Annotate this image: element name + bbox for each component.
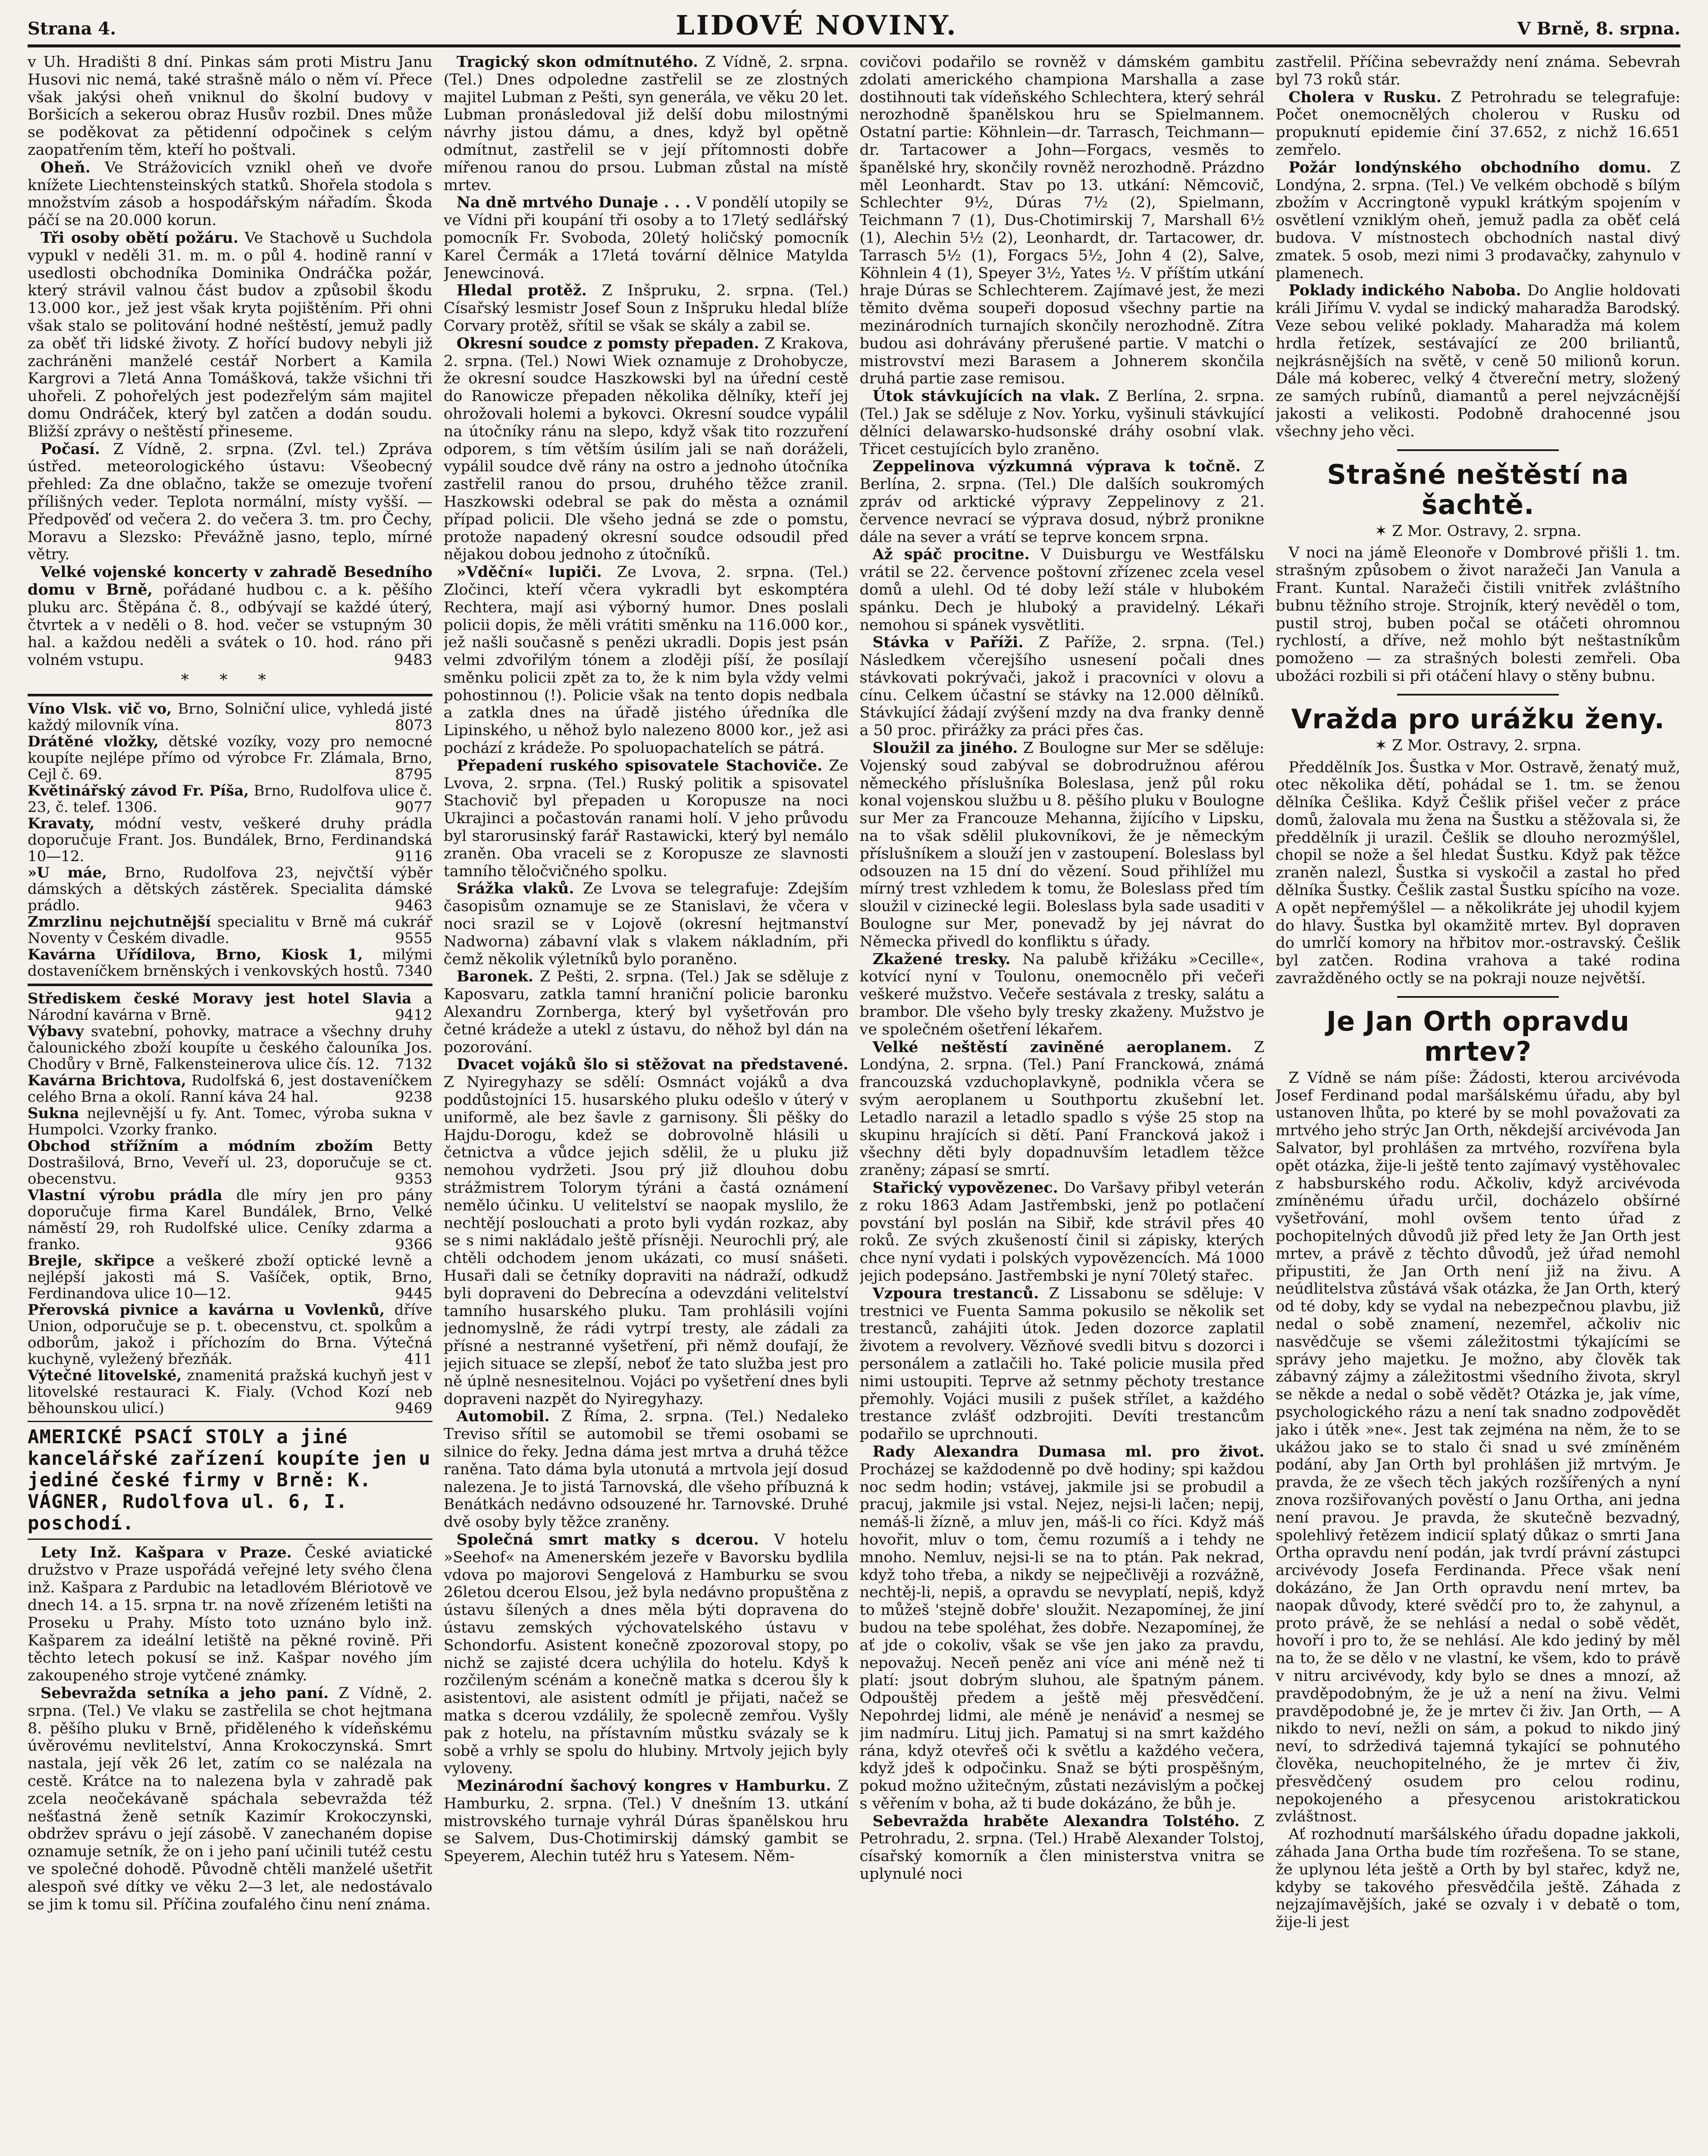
article-headline: Zeppelinova výzkumná výprava k točně. xyxy=(872,458,1241,476)
classified-ad xyxy=(28,990,432,1023)
issue-date: V Brně, 8. srpna. xyxy=(1517,19,1680,39)
classified-ad xyxy=(28,865,432,914)
ad-text: svatební, pohovky, matrace a všechny druhy čalounického zboží koupíte u českého čalouníka Jos. Chodůry v Brně, Falkensteinerova ulice čís. 12. xyxy=(28,1022,432,1073)
ad-text: dříve Union, odporučuje se p. t. obecenstvu, ct. spolkům a odborům, jakož i příchozím do Brna. Výtečná kuchyně, vyležený březňák. xyxy=(28,1301,432,1368)
ad-title: Střediskem české Moravy jest hotel Slavia xyxy=(28,990,412,1007)
dateline: ✶ Z Mor. Ostravy, 2. srpna. xyxy=(1374,522,1582,540)
article: Stávka v Paříži. Z Paříže, 2. srpna. (Tel.) Následkem včerejšího usnesení počali dnes stávkovati pokrývači, jakož i pracovníci v olovu a cínu. Celkem účastní se stávky na 12.000 dělníků. Stávkující žádají zvýšení mzdy na dva franky denně a 50 proc. přirážky za práci přes čas. xyxy=(859,633,1265,740)
classified-ad xyxy=(28,733,432,783)
ad-number: 8073 xyxy=(395,716,432,734)
ad-text: dle míry jen pro pány doporučuje firma Karel Bundálek, Brno, Velké náměstí 29, roh Rudolfské ulice. Ceníky zdarma a franko. xyxy=(28,1186,432,1253)
article: Na dně mrtvého Dunaje . . . V pondělí utopily se ve Vídni při koupání tři osoby a to 17letý sedlářský pomocník Fr. Svoboda, 20letý holičský pomocník Karel Čermák a 17letá tovární dělnice Matylda Jenewcinová. xyxy=(443,194,849,282)
divider xyxy=(28,1421,432,1422)
article: Tragický skon odmítnutého. Z Vídně, 2. srpna. (Tel.) Dnes odpoledne zastřelil se ze zlostných majitel Lubman z Pešti, syn generála, ve věku 20 let. Lubman pronásledoval již delší dobu milostnými návrhy jistou dámu, a dnes, když byl opětně odmítnut, zastřelil se v její přítomnosti dobře mířenou ranou do prsou. Lubman zůstal na místě mrtev. xyxy=(443,53,849,194)
article-continuation: v Uh. Hradišti 8 dní. Pinkas sám proti Mistru Janu Husovi nic nemá, také strašně málo o něm ví. Přece však jakýsi oheň vniknul do školní budovy v Boršicích a sekerou obraz Husův rozbil. Dnes může se poděkovat za pětidenní odpočinek s celým zaopatřením těm, kteří ho poštvali. xyxy=(28,53,432,159)
article-headline: Dvacet vojáků šlo si stěžovat na představené. xyxy=(456,1056,849,1074)
classified-ad xyxy=(28,914,432,946)
ad-number: 9353 xyxy=(395,1170,432,1188)
divider xyxy=(28,694,432,696)
article-aviation: Lety Inž. Kašpara v Praze. České aviatické družstvo v Praze uspořádá veřejné lety svého člena inž. Kašpara z Pardubic na letadlovém Blériotově ve dnech 14. a 15. srpna tr. na nově zřízeném letišti na Proseku u Prahy. Místo toto uznáno bylo inž. Kašparem za ideální letiště na pěkné rovině. Při těchto letech pokusí se inž. Kašpar nového jím zakoupeného stroje vytčené známky. xyxy=(28,1543,432,1685)
article: Poklady indického Naboba. Do Anglie holdovati králi Jiřímu V. vydal se indický maharadža Barodský. Veze sebou veliké poklady. Maharadža má kolem hrdla řetízek, sestávající ze 200 briliantů, nejkrásnějších na světě, v ceně 50 milionů korun. Dále má koberec, velký 4 čtvereční metry, složený ze samých rubínů, diamantů a perel nejvzácnější jakosti a velikosti. Podobně drahocenné jsou všechny jeho věci. xyxy=(1276,282,1680,440)
article-continuation: covičovi podařilo se rovněž v dámském gambitu zdolati amerického championa Marshalla a zase dostihnouti tak vídeňského Schlechtera, který sehrál nerozhodně španělskou hru se Spielmannem. Ostatní partie: Köhnlein—dr. Tarrasch, Teichmann—dr. Tartacower a John—Forgacs, vesměs to španělské hry, skončily rovněž nerozhodně. Prázdno měl Leonhardt. Stav po 13. utkání: Němcovič, Schlechter 9½, Dúras 7½ (2), Spielmann, Teichmann 7 (1), Dus-Chotimirskij 7, Marshall 6½ (1), Alechin 5½ (2), Leonhardt, dr. Tartacower, dr. Tarrasch 5½ (1), Forgacs 5½, John 4 (2), Salve, Köhnlein 4 (1), Speyer 3½, Yates ½. V příštím utkání hraje Dúras se Schlechterem. Zajímavé jest, že mezi těmito dvěma soupeři doposud všechny partie na mezinárodních turnajích skončily nerozhodně. Zítra budou asi dohrávány přerušené partie. V matchi o mistrovství mezi Barasem a Johnerem skončila druhá partie zase remisou. xyxy=(859,53,1265,388)
classified-ad xyxy=(28,1367,432,1416)
columns xyxy=(28,53,1680,2156)
article-headline: Poklady indického Naboba. xyxy=(1288,282,1521,300)
ad-text: Brno, Rudolfova 23, nejvčtší výběr dámských a dětských zástěrek. Specialita dámské prádlo. xyxy=(28,864,432,914)
ad-title: Výbavy xyxy=(28,1022,84,1040)
column-2 xyxy=(444,53,849,2156)
classified-ad xyxy=(28,1072,432,1105)
ad-number: 9445 xyxy=(395,1285,432,1302)
article-headline: Stávka v Paříži. xyxy=(872,633,1024,652)
article: V noci na jámě Eleonoře v Dombrové přišli 1. tm. strašným způsobem o život naražeči Jan Vanula a Frant. Kuntal. Naražeči čistili vnitřek zvláštního bubnu těžního stroje. Strojník, který nevěděl o tom, pustil stroj, buben počal se otáčeti ohromnou rychlostí, a dříve, než mohlo být neštastníkům pomoženo — za strašných bolesti zemřeli. Oba ubožáci rozbili si při otáčení hlavy o stěny bubnu. xyxy=(1276,544,1680,685)
article-headline: Společná smrt matky s dcerou. xyxy=(456,1530,759,1548)
article-headline: Srážka vlaků. xyxy=(456,880,574,898)
ad-title: Kravaty, xyxy=(28,815,95,832)
article: Mezinárodní šachový kongres v Hamburku. Z Hamburku, 2. srpna. (Tel.) V dnešním 13. utkání mistrovského turnaje vyhrál Dúras španělskou hru se Salvem, Dus-Chotimirskij dámský gambit se Speyerem, Alechin tutéž hru s Yatesem. Něm- xyxy=(443,1777,849,1865)
divider xyxy=(1397,449,1559,451)
page-number: Strana 4. xyxy=(28,19,116,39)
article-headline: Požár londýnského obchodního domu. xyxy=(1288,158,1652,176)
article: Stařický vypovězenec. Do Varšavy přibyl veterán z roku 1863 Adam Jastřembski, jenž po potlačení povstání byl poslán na Sibiř, kde strávil přes 40 roků. Ze svých zkušeností činil si zápisky, kterých chce nyní vydati i polských vypovězencích. Má 1000 jejich podepsáno. Jastřembski je nyní 70letý stařec. xyxy=(859,1179,1265,1285)
ad-text: specialitu v Brně má cukrář Noventy v Českém divadle. xyxy=(28,913,432,947)
classified-ad xyxy=(28,1138,432,1187)
divider xyxy=(28,984,432,986)
classified-ad xyxy=(28,1023,432,1072)
article: Velké neštěstí zaviněné aeroplanem. Z Londýna, 2. srpna. (Tel.) Paní Franckowá, známá francouzská vzduchoplavkyně, podnikla včera se svým aeroplanem u Southportu zkušební let. Letadlo narazil a letadlo spadlo s výše 25 stop na skupinu hrajících si dětí. Paní Francková jakož i všechny děti byly dopadnuvším letadlem těžce zraněny; zápasí se smrtí. xyxy=(859,1038,1265,1179)
article-headline: Počasí. xyxy=(41,440,100,458)
classified-ads xyxy=(28,701,432,1416)
article-headline: Sebevražda hraběte Alexandra Tolstého. xyxy=(872,1812,1240,1830)
article: Okresní soudce z pomsty přepaden. Z Krakova, 2. srpna. (Tel.) Nowi Wiek oznamuje z Drohobycze, že okresní soudce Haszkowski byl na úřední cestě do Ranowicze přepaden několika dělníky, kteří jej ohrožovali holemi a bykovci. Okresní soudce vypálil na útočníky ránu na slepo, když však tito rozzuření odporem, s tím větším úsilím jali se naň doráželi, vypálil soudce dvě rány na ostro a jednoho útočníka zastřelil ranou do prsou, druhého těžce zranil. Haszkowski odebral se pak do města a oznámil případ policii. Dle všeho jedná se zde o pomstu, protože napadený okresní soudce odsoudil před nějakou dobou jednoho z útočníků. xyxy=(443,334,849,564)
article: Zkažené tresky. Na palubě křižáku »Cecille«, kotvící nyní v Toulonu, onemocnělo při večeři veškeré mužstvo. Večeře sestávala z tresky, salátu a brambor. Dle všeho byly tresky zkaženy. Mužstvo je ve společném ošetření lékařem. xyxy=(859,950,1265,1038)
classified-ad xyxy=(28,815,432,865)
article: Přepadení ruského spisovatele Stachoviče. Ze Lvova, 2. srpna. (Tel.) Ruský politik a spisovatel Stachovič byl přepaden u Koropusze na noci Ukrajinci a počastován ranami holí. V jeho průvodu byl starorusinský farář Rastawicki, který byl nemálo zraněn. Oba vraceli se z Koropusze ze slavnosti tamního těločvičného spolku. xyxy=(443,756,849,880)
ad-text: módní vestv, veškeré druhy prádla doporučuje Frant. Jos. Bundálek, Brno, Ferdinandská 10—12. xyxy=(28,815,432,865)
article: Z Vídně se nám píše: Žádosti, kterou arcivévoda Josef Ferdinand podal maršálskému úřadu, aby byl ustanoven lhůta, po které by se mohl považovati za mrtvého jeho strýc Jan Orth, někdejší arcivévoda Jan Salvator, byl prohlášen za mrtvého, rozvířena byla opět otázka, žije-li ještě tento zajímavý vystěhovalec z habsburského rodu. Ačkoliv, když arcivévoda zmíněnému úřadu určil, docházelo obšírné vyšetřování, mohl ovšem tento úřad z pochopitelných důvodů již před lety že Jan Orth jest mrtev, a právě z těchto důvodů, jež úřad nemohl připustiti, že Jan Orth není již na živu. A neúdlitelstva zůstává však otázka, že Jan Orth, který od té doby, kdy se vydal na nebezpečnou plavbu, již nedal o sobě znamení, nezemřel, ačkoliv nic nasvědčuje se všemi záležitostmi týkajícími se správy jeho majetku. Je možno, aby člověk tak zábavný zájmy a záležitostmi všedního života, skryl se někde a nedal o sobě vědět? Otázka je, jak víme, psychologického rázu a není tak snadno zodpovědět jako i útěk »ne«. Jest tak zejména na něm, že to se ukážou jako se to stalo či snad u své zmíněném podání, aby Jan Orth byl prohlášen již mrtvým. Je pravda, že ze všech těch jakých rozšířených a nyní znova rozšiřovaných pověstí o Janu Ortha, ani jedna není pravou. Je pravda, že skutečně bezvadný, spolehlivý řetězem indicií splatý důkaz o smrti Jana Ortha opravdu není podán, jak tvrdí právní zástupci arcivévody Josefa Ferdinanda. Přece však není dokázáno, že Jan Orth opravdu není mrtev, ba naopak důvody, které svědčí pro to, že zahynul, a proto právě, že se nehlásí a nedal o sobě vědět, hovoří i pro to, že se nehlásí. Ale kdo jediný by měl na to, že se dělo v ne vlastní, ke všem, kdo to právě v nitru arcivévody, kdy bylo se dnes a mnozí, až pravděpodobným, že je už a není na živu. Velmi pravděpodobné je, že je mrtev či živ. Jan Orth, — A nikdo to neví, nežli on sám, a pokud to nikdo jiný neví, to sdržedivá tajemná tykající se pohnutého člověka, neuchopitelného, že je mrtev či živ, přesvědčený osudem pro celou rodinu, nepokojeného a přesycenou aristokratickou zvláštnost. xyxy=(1276,1069,1680,1826)
ad-title: Drátěné vložky, xyxy=(28,733,159,750)
article-suicide: Sebevražda setníka a jeho paní. Z Vídně, 2. srpna. (Tel.) Ve vlaku se zastřelila se chot hejtmana 8. pěšího pluku v Brně, přiděleného k vídeňskému úvěrovému nevlitelství, Anna Krokoczynská. Smrt nastala, její věk 26 let, zatím co se nalézala na cestě. Krátce na to nalezena byla v zahradě pak zcela neočekávaně spáchala sebevražda též nešťastná ženě setník Kazimír Krokoczynski, obdržev správu o její zásobě. V zanechaném dopise oznamuje setník, že on i jeho paní učinili tutéž cestu ve společné dohodě. Původně chtěli manželé ušetřit alespoň své dítky ve věku 2—3 let, ale nedostávalo se jim k tomu sil. Příčina zoufalého činu není známa. xyxy=(28,1684,432,1913)
classified-ad xyxy=(28,701,432,733)
ad-number: 9238 xyxy=(395,1088,432,1106)
article-headline: Útok stávkujících na vlak. xyxy=(872,387,1100,405)
ad-title: Brejle, skřipce xyxy=(28,1252,155,1269)
classified-ad xyxy=(28,1253,432,1302)
ad-text: Betty Dostrašilová, Brno, Veveří ul. 23, doporučuje se ct. obecenstvu. xyxy=(28,1137,432,1188)
article-headline: Přepadení ruského spisovatele Stachoviče. xyxy=(456,756,823,774)
ad-text: Brno, Rudolfova ulice č. 23, č. telef. 1306. xyxy=(28,782,432,816)
ad-number: 9483 xyxy=(394,652,432,669)
article: Hledal protěž. Z Inšpruku, 2. srpna. (Tel.) Císařský lesmistr Josef Soun z Inšpruku hledal blíže Corvary protěž, sřítil se však se skály a zabil se. xyxy=(443,282,849,335)
article-headline: Na dně mrtvého Dunaje . . . xyxy=(456,194,691,212)
article: Sloužil za jiného. Z Boulogne sur Mer se sděluje: Vojenský soud zabýval se dobrodružnou aférou německého příslušníka Boleslasa, jenž půl roku konal vojenskou službu u 8. pěšího pluku v Boulogne sur Mer za Francouze Mehanna, žijícího v Lipsku, na to však sdělil plukovníkovi, že je německým příslušníkem a slouží jen v zastoupení. Boleslass byl odsouzen na 15 dní do vězení. Soud přihlížel mu mírný trest vzhledem k tomu, že Boleslass před tím sloužil v cizinecké legii. Boleslass byla sade usaditi v Boulogne sur Mer, ponevadž by jej návrat do Německa přivedl do konfliktu s úřady. xyxy=(859,739,1265,950)
ad-title: Přerovská pivnice a kavárna u Vovlenků, xyxy=(28,1301,385,1319)
ad-title: Kavárna Brichtova, xyxy=(28,1072,186,1089)
ad-number: 7132 xyxy=(395,1055,432,1073)
article-headline: Lety Inž. Kašpara v Praze. xyxy=(41,1543,292,1561)
article-headline: Zkažené tresky. xyxy=(872,950,1011,968)
article: Automobil. Z Říma, 2. srpna. (Tel.) Nedaleko Treviso sřítil se automobil se třemi osobami se silnice do řeky. Jedna dáma jest mrtva a druhá těžce raněna. Tato dáma byla utonutá a mrtvola její dosud nalezena. Je to jistá Tarnovská, dle všeho příbuzná k Benátkách nedávno odsouzené hr. Tarnovské. Druhé dvě osoby byly těžce zraněny. xyxy=(443,1407,849,1531)
article-headline: Velké neštěstí zaviněné aeroplanem. xyxy=(872,1038,1232,1056)
ad-text: a Národní kavárna v Brně. xyxy=(28,990,432,1024)
article-headline: Hledal protěž. xyxy=(456,282,587,300)
ad-text: Rudolfská 6, jest dostaveníčkem celého Brna a okolí. Ranní káva 24 hal. xyxy=(28,1072,432,1106)
divider xyxy=(1397,694,1559,696)
article: Až spáč procitne. V Duisburgu ve Westfálsku vrátil se 22. července poštovní zřízenec zcela vesel domů a ulehl. Od té doby leží stále v hlubokém spánku. Dech je hluboký a pravidelný. Lékaři nemohou si spánek vysvětliti. xyxy=(859,545,1265,634)
newspaper-title: LIDOVÉ NOVINY. xyxy=(676,9,958,41)
article: Sebevražda hraběte Alexandra Tolstého. Z Petrohradu, 2. srpna. (Tel.) Hrabě Alexander Tolstoj, císařský komorník a člen ministerstva vnitra se uplynulé noci xyxy=(859,1812,1265,1883)
article-headline: Sloužil za jiného. xyxy=(872,739,1018,757)
classified-ad xyxy=(28,1105,432,1138)
ad-number: 8795 xyxy=(395,765,432,783)
article-continuation: zastřelil. Příčina sebevraždy není známa. Sebevrah byl 73 roků stár. xyxy=(1276,53,1680,88)
ad-title: Květinářský závod Fr. Píša, xyxy=(28,782,249,799)
ad-title: Výtečné litovelské, xyxy=(28,1366,182,1384)
article-headline: Tragický skon odmítnutého. xyxy=(456,53,698,71)
article-headline: Oheň. xyxy=(41,158,91,176)
article-headline: Tři osoby obětí požáru. xyxy=(41,229,238,247)
article-concerts: Velké vojenské koncerty v zahradě Besedního domu v Brně, pořádané hudbou c. a k. pěšího pluku arc. Štěpána č. 8., odbývají se každé úterý, čtvrtek a v neděli o 8. hod. večer se vstupným 30 hal. a každou neděli a svátek o 10. hod. ráno při volném vstupu. 9483 xyxy=(28,563,432,669)
article-headline: Stařický vypovězenec. xyxy=(872,1179,1058,1197)
ad-text: Brno, Solniční ulice, vyhledá jisté každý milovník vína. xyxy=(28,700,432,734)
ad-number: 9555 xyxy=(395,929,432,947)
article-headline: Mezinárodní šachový kongres v Hamburku. xyxy=(456,1777,831,1795)
classified-ad xyxy=(28,946,432,979)
article-headline: Sebevražda setníka a jeho paní. xyxy=(41,1684,329,1702)
article: Útok stávkujících na vlak. Z Berlína, 2. srpna. (Tel.) Jak se sděluje z Nov. Yorku, vyšinuli stávkující dělníci delawarsko-hudsonské dráhy osobní vlak. Třicet cestujících bylo zraněno. xyxy=(859,387,1265,458)
article-headline: Vzpoura trestanců. xyxy=(872,1284,1039,1302)
dateline: ✶ Z Mor. Ostravy, 2. srpna. xyxy=(1374,736,1582,754)
ad-title: »U máe, xyxy=(28,864,107,881)
ad-title: Sukna xyxy=(28,1104,79,1122)
classified-ad xyxy=(28,1187,432,1253)
article-headline: Velké vojenské koncerty v zahradě Besedního domu v Brně, xyxy=(28,563,432,599)
headline-murder: Vražda pro urážku ženy. xyxy=(1291,703,1665,735)
column-3 xyxy=(860,53,1265,2156)
article-headline: Baronek. xyxy=(456,968,533,986)
article-weather: Počasí. Z Vídně, 2. srpna. (Zvl. tel.) Zpráva ústřed. meteorologického ústavu: Všeobecný přehled: Za dne oblačno, takže se omezuje tvoření přílišných veder. Teplota normální, místy vyšší. — Předpověď od večera 2. do večera 3. tm. pro Čechy, Moravu a Slezsko: Převážně jasno, teplo, mírné větry. xyxy=(28,440,432,564)
article: Rady Alexandra Dumasa ml. pro život. Procházej se každodenně po dvě hodiny; spi každou noc sedm hodin; vstávej, jakmile jsi se probudil a pracuj, jakmile jsi vstal. Nejez, nejsi-li lačen; nepij, nemáš-li žízně, a mluv jen, máš-li co říci. Když máš hovořit, mluv o tom, čemu rozumíš a i tehdy ne mnoho. Nemluv, nejsi-li se na to ptán. Pak nekrad, když toho třeba, a nikdy se nejpečlivěji a rozvážně, nechtěj-li, nepiš, a opravdu se nevyplatí, nepiš, když to můžeš 'stejně dobře' sloužit. Nezapomínej, že jiní budou na tebe spoléhat, žes dobře. Nezapomínej, že ať jde o cokoliv, však se vše jen jako za pravdu, nepovažuj. Neceň peněz ani více ani méně než ti platí: jsout dobrým sluhou, ale špatným pánem. Odpouštěj předem a ještě měj přesvědčení. Nepohrdej lidmi, ale méně je nenáviď a nesmej se jim nadmíru. Lituj jich. Pamatuj si na smrt každého rána, když otevřeš oči k světlu a každého večera, když jdeš k odpočinku. Snaž se býti prospěšným, pokud možno užitečným, zůstati nezávislým a počkej s věřením v boha, až ti bude dokázáno, že bůh je. xyxy=(859,1442,1265,1812)
section-divider-stars: * * * xyxy=(181,671,279,689)
ad-number: 411 xyxy=(404,1350,432,1368)
article: Ať rozhodnutí maršálského úřadu dopadne jakkoli, záhada Jana Ortha bude tím rozřešena. To se stane, že uplynou léta ještě a Orth by byl stařec, když ne, kdyby se takového přesvědčila ještě. Záhada z nejzajímavějších, jaké se ozvaly i v debatě o tom, žije-li jest xyxy=(1276,1826,1680,1931)
ad-text: a veškeré zboží optické levně a nejlépší jakosti má S. Vašíček, optik, Brno, Ferdinandova ulice 10—12. xyxy=(28,1252,432,1302)
classified-ad xyxy=(28,1302,432,1367)
headline-mine-accident: Strašné neštěstí na šachtě. xyxy=(1327,458,1629,520)
ad-number: 9412 xyxy=(395,1006,432,1024)
article: »Vděční« lupiči. Ze Lvova, 2. srpna. (Tel.) Zločinci, kteří včera vykradli byt eskomptéra Rechtera, mají asi výborný humor. Dnes poslali policii dopis, že měli vrátiti směnku na 116.000 kor., jež našli současně s penězi ukradli. Dopis jest psán velmi zdvořilým tónem a zloději píší, že posílají směnku policii zpět za to, že k nim byla vždy velmi pohostinnou (!). Policie však na tento dopis nedbala a zatkla dnes na úřadě jistého úředníka dle Lipinského, u něhož bylo nalezeno 8000 kor., jež asi pochází z krádeže. Po spoluopachatelích se pátrá. xyxy=(443,563,849,757)
article-headline: »Vděční« lupiči. xyxy=(456,563,602,581)
article: Cholera v Rusku. Z Petrohradu se telegrafuje: Počet onemocnělých cholerou v Rusku od propuknutí epidemie činí 37.652, z nichž 16.651 zemřelo. xyxy=(1276,88,1680,159)
ad-title: Víno Vlsk. vič vo, xyxy=(28,700,172,718)
article: Požár londýnského obchodního domu. Z Londýna, 2. srpna. (Tel.) Ve velkém obchodě s bílým zbožím v Accringtoně vypukl krátkým spojením v osvětlení vzniklým oheň, jemuž padla za oběť celá budova. V místnostech obchodních nastal divý zmatek. 5 osob, mezi nimi 3 prodavačky, zahynulo v plamenech. xyxy=(1276,158,1680,282)
ad-number: 9116 xyxy=(395,847,432,865)
column-1 xyxy=(28,53,432,2156)
ad-title: Obchod střížním a módním zbožím xyxy=(28,1137,373,1155)
classified-ad xyxy=(28,783,432,815)
article: Zeppelinova výzkumná výprava k točně. Z Berlína, 2. srpna. (Tel.) Dle dalších soukromých zpráv od arktické výpravy Zeppelinovy z 21. července nevrací se výprava dosud, nýbrž pronikne dále na sever a vrátí se teprve koncem srpna. xyxy=(859,458,1265,546)
ad-text: milými dostaveníčkem brněnských i venkovských hostů. xyxy=(28,946,432,980)
column-4 xyxy=(1276,53,1680,2156)
ad-number: 9077 xyxy=(395,798,432,816)
furniture-ad: AMERICKÉ PSACÍ STOLY a jiné kancelářské zařízení koupíte jen u jediné české firmy v Brně: K. VÁGNER, Rudolfova ul. 6, I. poschodí. xyxy=(28,1426,431,1534)
ad-number: 9469 xyxy=(395,1399,432,1417)
article-headline: Cholera v Rusku. xyxy=(1288,88,1442,106)
article-headline: Až spáč procitne. xyxy=(872,545,1030,564)
page-header xyxy=(28,9,1680,47)
article-headline: Okresní soudce z pomsty přepaden. xyxy=(456,334,759,352)
article: Společná smrt matky s dcerou. V hotelu »Seehof« na Amenerském jezeře v Bavorsku bydlila vdova po majorovi Sengelová z Hamburku se svou 26letou dcerou Elsou, jež byla nedávno propuštěna z ústavu šílených a dnes měla býti dopravena do ústavu zemských výchovatelského ústavu v Schondorfu. Asistent konečně zpozoroval stopy, po nichž se zajisté dcera uchýlila do hotelu. Kdyš k rozčileným scénám a konečně matka s dcerou šly k asistentovi, ale asistent odmítl je přijati, načež se matka s dcerou vzdálily, že spolecně zemřou. Vyšly pak z hotelu, na přístavním můstku svázaly se k sobě a vrhly se spolu do hlubiny. Mrtvoly jejich byly vyloveny. xyxy=(443,1530,849,1777)
divider xyxy=(1397,996,1559,998)
ad-title: Zmrzlinu nejchutnější xyxy=(28,913,211,931)
ad-text: nejlevnější u fy. Ant. Tomec, výroba sukna v Humpolci. Vzorky franko. xyxy=(28,1104,432,1138)
article-headline: Rady Alexandra Dumasa ml. pro život. xyxy=(872,1442,1265,1460)
ad-number: 7340 xyxy=(395,962,432,980)
article: Baronek. Z Pešti, 2. srpna. (Tel.) Jak se sděluje z Kaposvaru, zatkla tamní hraniční policie baronku Alexandru Zornberga, který byl vyšetřován pro četné krádeže a utekl z ústavu, do něhož byl dán na pozorování. xyxy=(443,968,849,1056)
article-fire: Oheň. Ve Strážovicích vznikl oheň ve dvoře knížete Liechtensteinských statků. Shořela stodola s množstvím zásob a hospodářským nářadím. Škoda páčí se na 20.000 korun. xyxy=(28,158,432,229)
ad-number: 9463 xyxy=(395,896,432,914)
article: Srážka vlaků. Ze Lvova se telegrafuje: Zdejším časopisům oznamuje se ze Stanislavi, že včera v noci srazil se v Lojově (okresní hejtmanství Nadworna) zábavní vlak s vlakem nákladním, při čemž několik výletníků bylo poraněno. xyxy=(443,880,849,968)
ad-text: znamenitá pražská kuchyň jest v litovelské restauraci K. Fialy. (Vchod Kozí neb běhounskou ulicí.) xyxy=(28,1366,432,1417)
article-three-victims: Tři osoby obětí požáru. Ve Stachově u Suchdola vypukl v neděli 31. m. m. o půl 4. hodině ranní v usedlosti obchodníka Dominika Ondráčka požár, který strávil valnou část budov a způsobil škodu 13.000 kor., jež jest však kryta pojištěním. Při ohni však stalo se politování hodné neštěstí, jemuž padly za oběť tři lidské životy. Z hořící budovy nebyli již zachráněni manželé cestář Norbert a Kamila Kargrovi a 7letá Anna Tomášková, takže všichni tři uhořeli. Z pohořelých jest podezřelým sám majitel domu Ondráček, který byl zatčen a dodán soudu. Bližší zprávy o neštěstí přineseme. xyxy=(28,229,432,440)
ad-number: 9366 xyxy=(395,1235,432,1253)
article: Předdělník Jos. Šustka v Mor. Ostravě, ženatý muž, otec několika dětí, pohádal se 1. tm. se ženou dělníka Češlika. Když Češlik přišel večer z práce domů, žalovala mu žena na Šustku a stěžovala si, že předdělník ji urazil. Češlik se dlouho nerozmýšlel, chopil se nože a šel hledat Šustku. Když pak těžce zraněn nalezl, Šustka si vyskočil a zastal ho před dělníka Šustky. Češlik zastal Šustku spícího na voze. A opět nepřemýšlel — a několikráte jej uhodil kyjem do hlavy. Šustka byl okamžitě mrtev. Byl dopraven do umrlčí komory na hřbitov mor.-ostravský. Češlik byl zatčen. Rodina vrahova a také rodina zavražděného octly se na pokraji nouze největší. xyxy=(1276,758,1680,987)
ad-title: Vlastní výrobu prádla xyxy=(28,1186,223,1204)
ad-text: dětské vozíky, vozy pro nemocné koupíte nejlépe přímo od výrobce Fr. Zlámala, Brno, Cejl č. 69. xyxy=(28,733,432,783)
article: Vzpoura trestanců. Z Lissabonu se sděluje: V trestnici ve Fuenta Samma pokusilo se několik set trestanců, zahájiti útok. Jeden dozorce zaplatil životem a revolvery. Vězňové svedli bitvu s dozorci i personálem a zatlačili ho. Také policie musila před nimi ustoupiti. Teprve až setnmy pěchoty trestance přemohly. Vojáci musili z pušek střílet, a každého trestance zvlášť odzbrojiti. Devíti trestancům podařilo se uprchnouti. xyxy=(859,1284,1265,1443)
article-headline: Automobil. xyxy=(456,1407,550,1426)
ad-title: Kavárna Uřídilova, Brno, Kiosk 1, xyxy=(28,946,363,963)
headline-jan-orth: Je Jan Orth opravdu mrtev? xyxy=(1326,1005,1630,1067)
divider xyxy=(28,1539,432,1540)
article: Dvacet vojáků šlo si stěžovat na představené. Z Nyiregyhazy se sdělí: Osmnáct vojáků a dva poddůstojníci 15. husarského pluku odešlo v úterý v uniformě, ale bez šavle z garnisony. Šli pěšky do Hajdu-Dorogu, kdež se dobrovolně hlásili u četnictva a vůdce jejich sdělil, že u pluku již nemohou vydržeti. Jsou prý již dlouhou dobu strážmistrem Tolorym týráni a častá oznámení nemělo účinku. U velitelství se naopak myslilo, že nechtějí poslouchati a proto byli vydán rozkaz, aby se s nimi nakládalo ještě přísněji. Neurochli prý, ale chtěli odchodem jenom ukázati, co musí snášeti. Husaři dali se četníky dopraviti na nádraží, odkudž byli dopraveni do Debrecína a odevzdáni velitelství tamního husarského pluku. Tam prohlásili vojíni jednomyslně, že rádi vytrpí tresty, ale zádali za přísné a nestranné vyšetření, při němž doufají, že jejich situace se zlepší, neboť že tato služba jest pro ně úplně nesnesitelnou. Vojáci po vyšetření dnes byli dopraveni nazpět do Nyiregyhazy. xyxy=(443,1056,849,1408)
